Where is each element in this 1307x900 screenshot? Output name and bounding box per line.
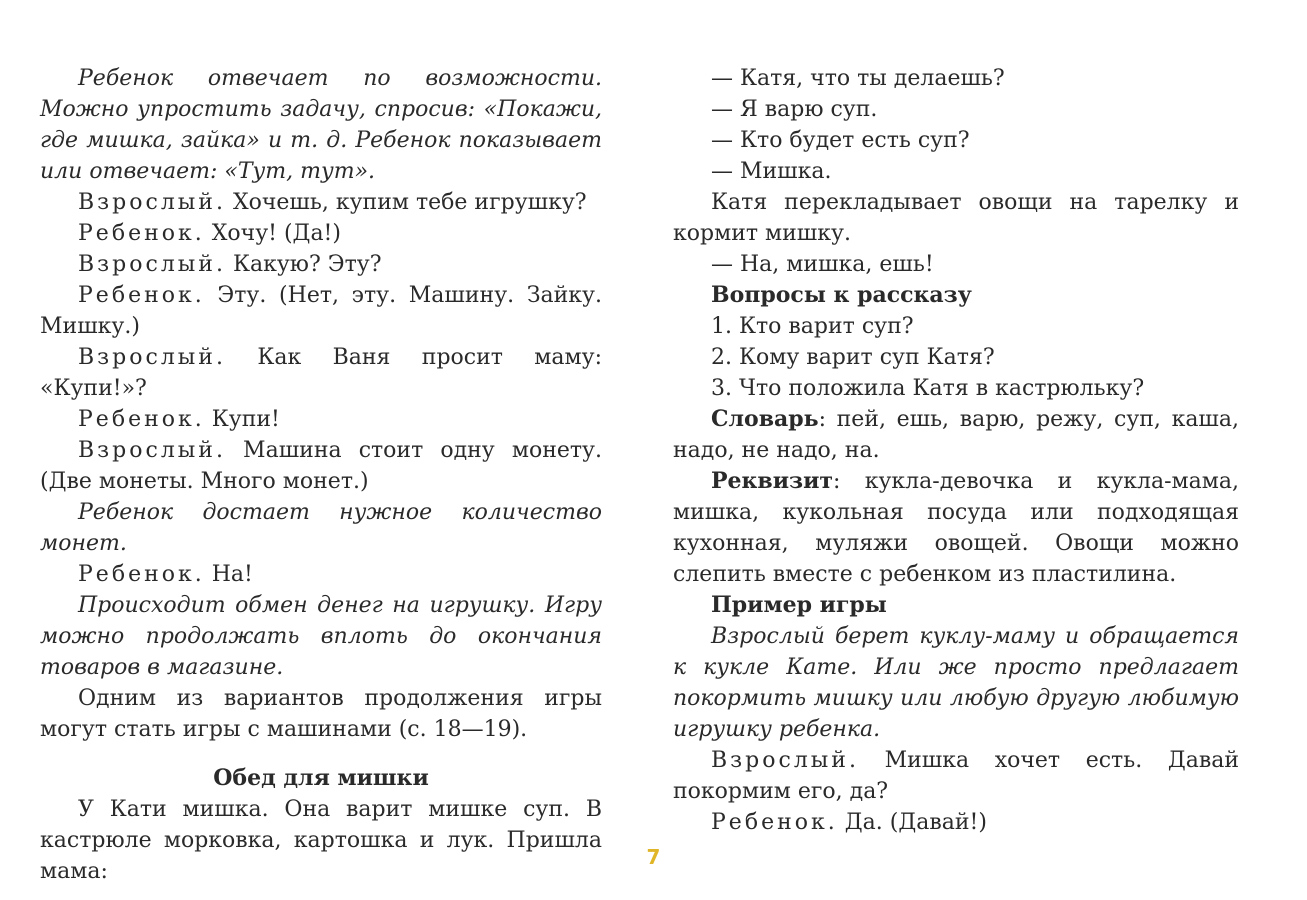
speaker-label: Ребенок. [711, 810, 838, 835]
dialogue-line: — Катя, что ты делаешь? [711, 66, 1005, 91]
paragraph-instruction: Происходит обмен денег на игрушку. Игру можно продолжать вплоть до окончания товаров в магазине. [40, 593, 602, 680]
props-label: Реквизит [711, 468, 834, 494]
dialogue-line: — На, мишка, ешь! [711, 252, 934, 277]
dialogue-text: Машина стоит одну монету. (Две монеты. Много монет.) [40, 438, 602, 494]
dialogue-text: Хочу! (Да!) [204, 221, 341, 246]
right-column [673, 63, 1239, 838]
dialogue-line: — Мишка. [711, 159, 832, 184]
speaker-label: Ребенок. [78, 283, 205, 308]
dialogue-line [40, 249, 602, 280]
speaker-label: Ребенок. [78, 562, 205, 587]
page-number: 7 [646, 845, 661, 869]
question-item: 2. Кому варит суп Катя? [711, 345, 995, 370]
paragraph-instruction: Взрослый берет куклу-маму и обращается к кукле Кате. Или же просто предлагает покормить мишку или любую другую любимую игрушку ребенка. [673, 624, 1239, 742]
speaker-label: Ребенок. [78, 407, 205, 432]
dialogue-text: Хочешь, купим тебе игрушку? [225, 190, 587, 215]
dialogue-line [40, 187, 602, 218]
dictionary-label: Словарь [711, 406, 819, 432]
speaker-label: Ребенок. [78, 221, 205, 246]
speaker-label: Взрослый. [78, 438, 226, 463]
left-column [40, 63, 602, 887]
paragraph-story: У Кати мишка. Она варит мишке суп. В кастрюле морковка, картошка и лук. Пришла мама: [40, 797, 602, 884]
speaker-label: Взрослый. [78, 252, 226, 277]
dialogue-text: Мишка хочет есть. Давай покормим его, да? [673, 748, 1239, 804]
dialogue-line [40, 342, 602, 404]
dialogue-text: Как Ваня просит маму: «Купи!»? [40, 345, 602, 401]
props-paragraph [673, 466, 1239, 590]
section-heading: Обед для мишки [213, 765, 429, 791]
dialogue-line [40, 404, 602, 435]
dialogue-text: Эту. (Нет, эту. Машину. Зайку. Мишку.) [40, 283, 602, 339]
dialogue-line: — Кто будет есть суп? [711, 128, 970, 153]
example-heading: Пример игры [711, 592, 887, 618]
dialogue-line [40, 435, 602, 497]
dialogue-text: На! [204, 562, 253, 587]
dialogue-line [673, 807, 1239, 838]
speaker-label: Взрослый. [78, 345, 226, 370]
dialogue-line [40, 280, 602, 342]
dialogue-line: — Я варю суп. [711, 97, 878, 122]
paragraph-instruction: Ребенок достает нужное количество монет. [40, 500, 602, 556]
paragraph: Одним из вариантов продолжения игры могут стать игры с машинами (с. 18—19). [40, 686, 602, 742]
dialogue-text: Какую? Эту? [225, 252, 382, 277]
question-item: 3. Что положила Катя в кастрюльку? [711, 376, 1145, 401]
dialogue-line [673, 745, 1239, 807]
dictionary-text: : пей, ешь, варю, режу, суп, каша, надо, не надо, на. [673, 407, 1239, 463]
props-text: : кукла-девочка и кукла-мама, мишка, кукольная посуда или подходящая кухонная, муляжи овощей. Овощи можно слепить вместе с ребенком из пластилина. [673, 469, 1239, 587]
dictionary-paragraph [673, 404, 1239, 466]
dialogue-text: Да. (Давай!) [837, 810, 987, 835]
question-item: 1. Кто варит суп? [711, 314, 914, 339]
paragraph-instruction: Ребенок отвечает по возможности. Можно упростить задачу, спросив: «Покажи, где мишка, зайка» и т. д. Ребенок показывает или отвечает: «Тут, тут». [40, 66, 602, 184]
speaker-label: Взрослый. [711, 748, 859, 773]
dialogue-line [40, 559, 602, 590]
dialogue-text: Купи! [204, 407, 280, 432]
speaker-label: Взрослый. [78, 190, 226, 215]
paragraph-story: Катя перекладывает овощи на тарелку и кормит мишку. [673, 190, 1239, 246]
questions-heading: Вопросы к рассказу [711, 282, 972, 308]
dialogue-line [40, 218, 602, 249]
